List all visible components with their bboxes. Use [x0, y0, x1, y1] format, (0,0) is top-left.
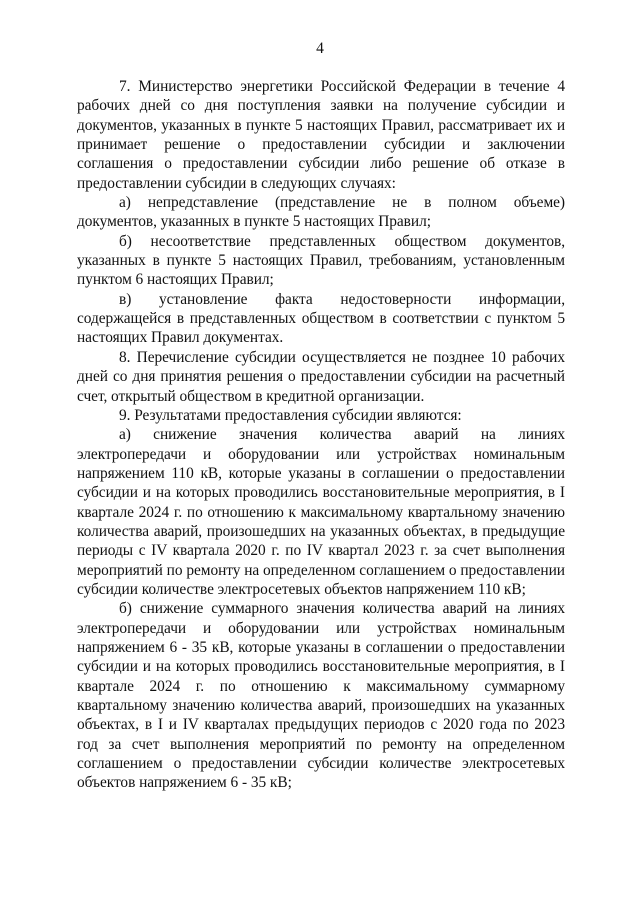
paragraph-8: 8. Перечисление субсидии осуществляется не позднее 10 рабочих дней со дня принятия решения о предоставлении субсидии на расчетный счет, открытый обществом в кредитной организации. [77, 348, 565, 405]
paragraph-7a: а) непредставление (представление не в полном объеме) документов, указанных в пункте 5 настоящих Правил; [77, 194, 565, 231]
document-body [77, 77, 565, 793]
paragraph-9a: а) снижение значения количества аварий на линиях электропередачи и оборудовании или устройствах номинальным напряжением 110 кВ, которые указаны в соглашении о предоставлении субсидии и на которых проводились восстановительные мероприятия, в I квартале 2024 г. по отношению к максимальному квартальному значению количества аварий, произошедших на указанных объектах, в предыдущие периоды с IV квартала 2020 г. по IV квартал 2023 г. за счет выполнения мероприятий по ремонту на определенном соглашением о предоставлении субсидии количестве электросетевых объектов напряжением 110 кВ; [77, 426, 565, 598]
paragraph-7v: в) установление факта недостоверности информации, содержащейся в представленных обществом в соответствии с пунктом 5 настоящих Правил документах. [77, 290, 565, 347]
page-number: 4 [316, 40, 324, 57]
paragraph-9b: б) снижение суммарного значения количества аварий на линиях электропередачи и оборудовании или устройствах номинальным напряжением 6 - 35 кВ, которые указаны в соглашении о предоставлении субсидии и на которых проводились восстановительные мероприятия, в I квартале 2024 г. по отношению к максимальному суммарному квартальному значению количества аварий, произошедших на указанных объектах, в I и IV кварталах предыдущих периодов с 2020 года по 2023 год за счет выполнения мероприятий по ремонту на определенном соглашением о предоставлении субсидии количестве электросетевых объектов напряжением 6 - 35 кВ; [77, 600, 565, 792]
paragraph-7b: б) несоответствие представленных обществом документов, указанных в пункте 5 настоящих Правил, требованиям, установленным пунктом 6 настоящих Правил; [77, 232, 565, 289]
paragraph-9: 9. Результатами предоставления субсидии являются: [119, 406, 462, 424]
paragraph-7: 7. Министерство энергетики Российской Федерации в течение 4 рабочих дней со дня поступления заявки на получение субсидии и документов, указанных в пункте 5 настоящих Правил, рассматривает их и принимает решение о предоставлении субсидии и заключении соглашения о предоставлении субсидии либо решение об отказе в предоставлении субсидии в следующих случаях: [77, 78, 565, 192]
